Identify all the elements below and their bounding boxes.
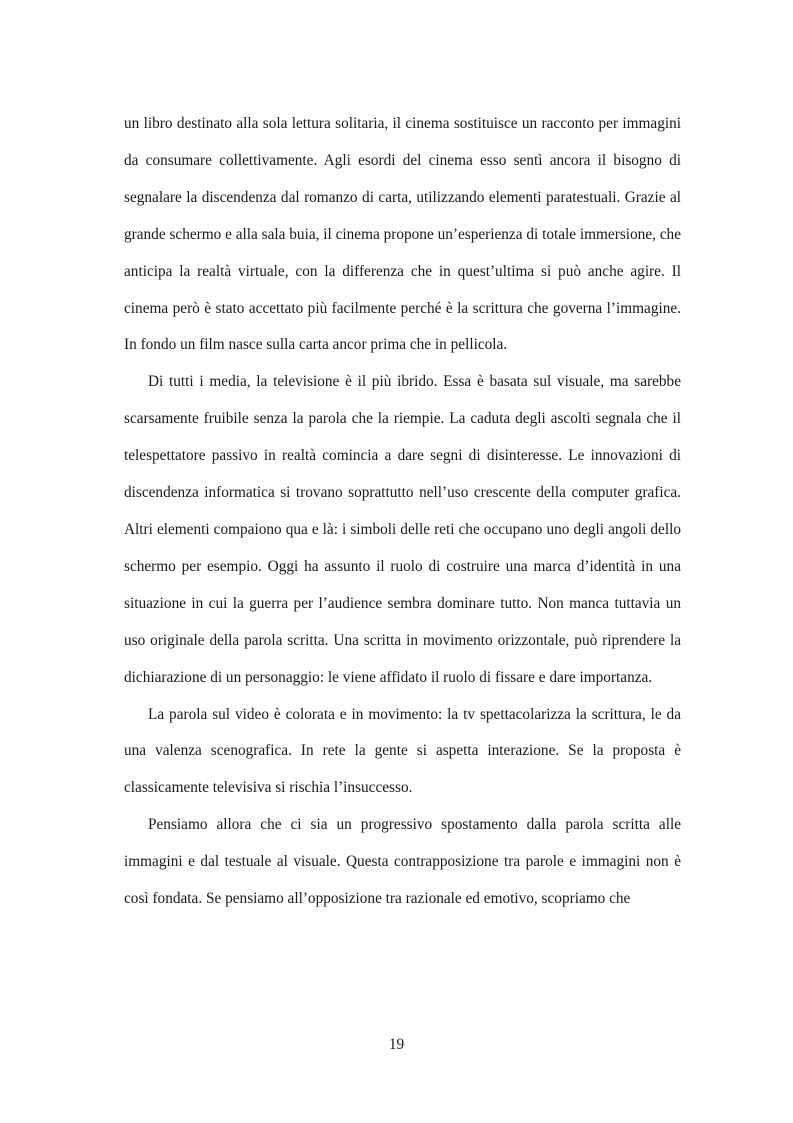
paragraph-4: Pensiamo allora che ci sia un progressivo spostamento dalla parola scritta alle immagini e dal testuale al visuale. Questa contrapposizione tra parole e immagini non è così fondata. Se pensiamo all’opposizione tra razionale ed emotivo, scopriamo che bbox=[124, 816, 681, 908]
body-text bbox=[124, 106, 681, 918]
paragraph-2: Di tutti i media, la televisione è il più ibrido. Essa è basata sul visuale, ma sarebbe scarsamente fruibile senza la parola che la riempie. La caduta degli ascolti segnala che il telespettatore passivo in realtà comincia a dare segni di disinteresse. Le innovazioni di discendenza informatica si trovano soprattutto nell’uso crescente della computer grafica. Altri elementi compaiono qua e là: i simboli delle reti che occupano uno degli angoli dello schermo per esempio. Oggi ha assunto il ruolo di costruire una marca d’identità in una situazione in cui la guerra per l’audience sembra dominare tutto. Non manca tuttavia un uso originale della parola scritta. Una scritta in movimento orizzontale, può riprendere la dichiarazione di un personaggio: le viene affidato il ruolo di fissare e dare importanza. bbox=[124, 373, 681, 686]
paragraph-3: La parola sul video è colorata e in movimento: la tv spettacolarizza la scrittura, le da una valenza scenografica. In rete la gente si aspetta interazione. Se la proposta è classicamente televisiva si rischia l’insuccesso. bbox=[124, 705, 681, 797]
paragraph-1: un libro destinato alla sola lettura solitaria, il cinema sostituisce un racconto per immagini da consumare collettivamente. Agli esordi del cinema esso sentì ancora il bisogno di segnalare la discendenza dal romanzo di carta, utilizzando elementi paratestuali. Grazie al grande schermo e alla sala buia, il cinema propone un’esperienza di totale immersione, che anticipa la realtà virtuale, con la differenza che in quest’ultima si può anche agire. Il cinema però è stato accettato più facilmente perché è la scrittura che governa l’immagine. In fondo un film nasce sulla carta ancor prima che in pellicola. bbox=[124, 115, 681, 354]
page-number: 19 bbox=[388, 1036, 405, 1053]
